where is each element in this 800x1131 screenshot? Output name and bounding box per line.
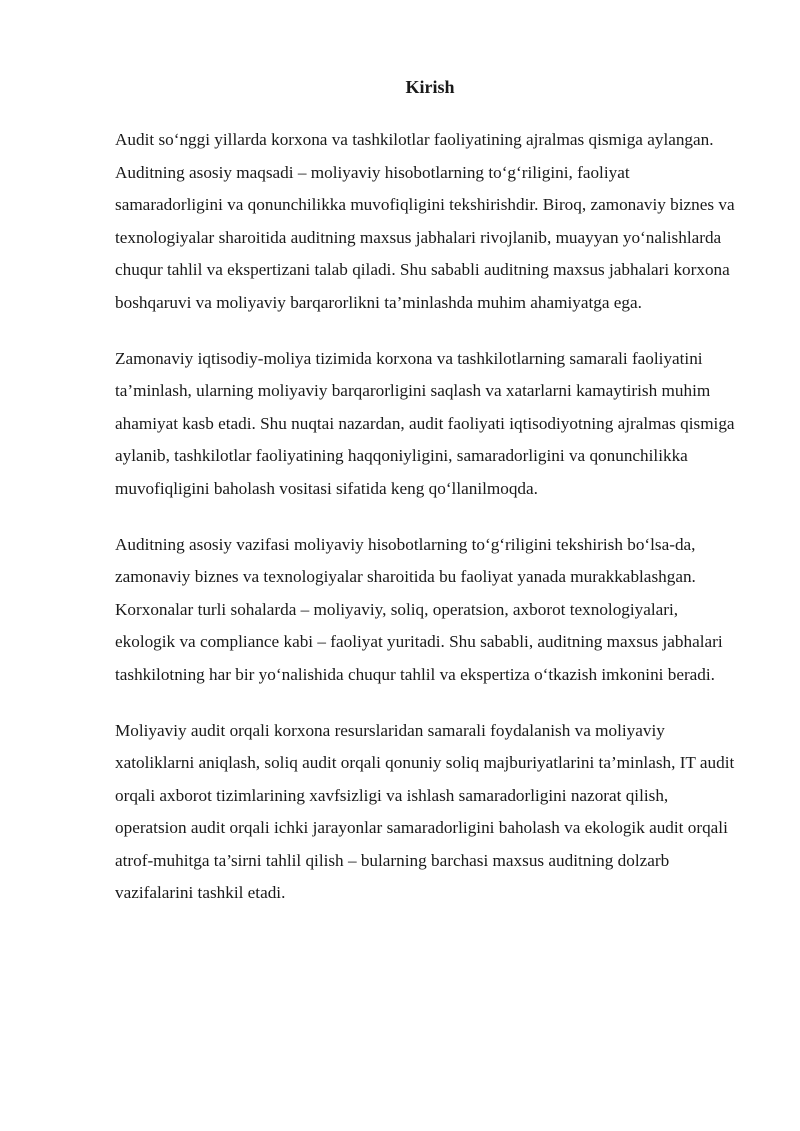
paragraph-3: Auditning asosiy vazifasi moliyaviy hisobotlarning to‘g‘riligini tekshirish bo‘lsa-da, zamonaviy biznes va texnologiyalar sharoitida bu faoliyat yanada murakkablashgan. Korxonalar turli sohalarda – moliyaviy, soliq, operatsion, axborot texnologiyalari, ekologik va compliance kabi – faoliyat yuritadi. Shu sababli, auditning maxsus jabhalari tashkilotning har bir yo‘nalishida chuqur tahlil va ekspertiza o‘tkazish imkonini beradi. [115, 534, 723, 684]
document-body [115, 124, 740, 933]
paragraph-2: Zamonaviy iqtisodiy-moliya tizimida korxona va tashkilotlarning samarali faoliyatini ta’minlash, ularning moliyaviy barqarorligini saqlash va xatarlarni kamaytirish muhim ahamiyat kasb etadi. Shu nuqtai nazardan, audit faoliyati iqtisodiyotning ajralmas qismiga aylanib, tashkilotlar faoliyatining haqqoniyligini, samaradorligini va qonunchilikka muvofiqligini baholash vositasi sifatida keng qo‘llanilmoqda. [115, 348, 735, 498]
page-title: Kirish [405, 77, 455, 97]
paragraph-4: Moliyaviy audit orqali korxona resurslaridan samarali foydalanish va moliyaviy xatoliklarni aniqlash, soliq audit orqali qonuniy soliq majburiyatlarini ta’minlash, IT audit orqali axborot tizimlarining xavfsizligi va ishlash samaradorligini nazorat qilish, operatsion audit orqali ichki jarayonlar samaradorligini baholash va ekologik audit orqali atrof-muhitga ta’sirni tahlil qilish – bularning barchasi maxsus auditning dolzarb vazifalarini tashkil etadi. [115, 720, 735, 903]
paragraph-1: Audit so‘nggi yillarda korxona va tashkilotlar faoliyatining ajralmas qismiga aylangan. Auditning asosiy maqsadi – moliyaviy hisobotlarning to‘g‘riligini, faoliyat samaradorligini va qonunchilikka muvofiqligini tekshirishdir. Biroq, zamonaviy biznes va texnologiyalar sharoitida auditning maxsus jabhalari rivojlanib, muayyan yo‘nalishlarda chuqur tahlil va ekspertizani talab qiladi. Shu sababli auditning maxsus jabhalari korxona boshqaruvi va moliyaviy barqarorlikni ta’minlashda muhim ahamiyatga ega. [115, 130, 735, 312]
